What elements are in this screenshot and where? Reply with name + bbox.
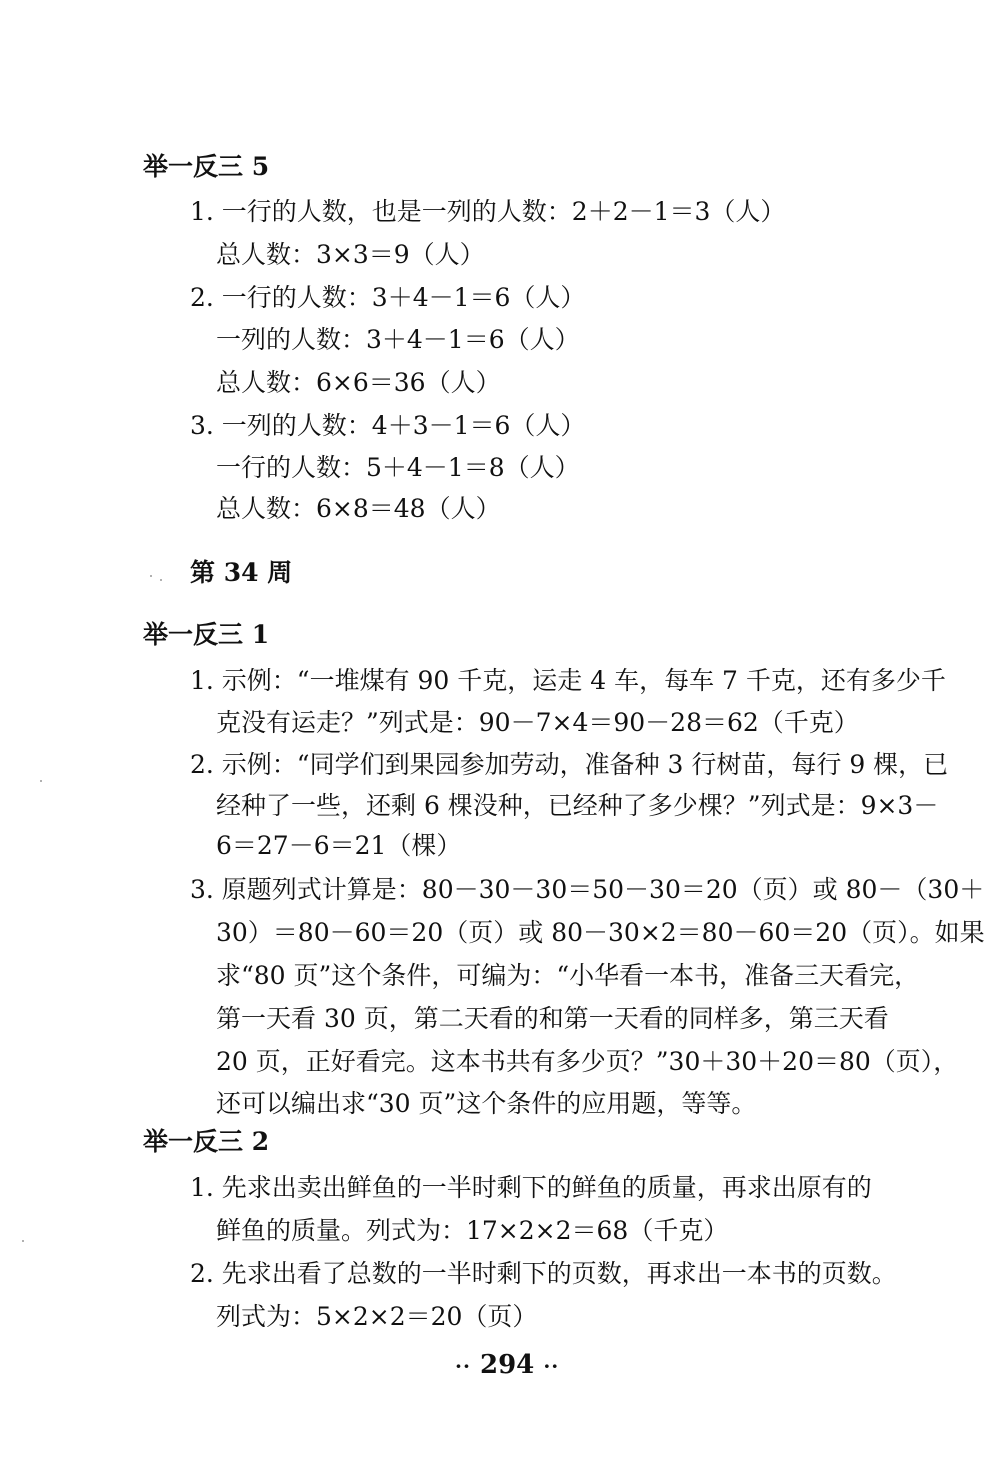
answer-line: 列式为：5×2×2＝20（页） [216,1302,538,1331]
section-heading-2: 举一反三 2 [143,1127,270,1156]
answer-line: 求“80 页”这个条件，可编为：“小华看一本书，准备三天看完， [216,961,920,990]
answer-line: 20 页，正好看完。这本书共有多少页？”30＋30＋20＝80（页）， [216,1047,959,1076]
answer-line: 经种了一些，还剩 6 棵没种，已经种了多少棵？”列式是：9×3－ [216,791,939,820]
answer-line: 2. 先求出看了总数的一半时剩下的页数，再求出一本书的页数。 [190,1259,897,1288]
page-dots-left: ·· [455,1354,471,1378]
answer-line: 总人数：6×6＝36（人） [216,368,501,397]
answer-line: 第一天看 30 页，第二天看的和第一天看的同样多，第三天看 [216,1004,889,1033]
scan-speck [160,579,162,581]
scan-speck [22,1240,24,1242]
answer-line: 克没有运走？”列式是：90－7×4＝90－28＝62（千克） [216,708,859,737]
page-number: 294 [480,1350,535,1380]
page-dots-right: ·· [543,1354,560,1378]
section-heading-1: 举一反三 1 [143,620,270,649]
answer-line: 总人数：6×8＝48（人） [216,494,501,523]
answer-line: 还可以编出求“30 页”这个条件的应用题，等等。 [216,1089,757,1118]
scan-speck [40,780,42,782]
answer-line: 6＝27－6＝21（棵） [216,831,462,860]
section-heading-5: 举一反三 5 [143,152,270,181]
answer-line: 一列的人数：3＋4－1＝6（人） [216,325,580,354]
answer-line: 3. 原题列式计算是：80－30－30＝50－30＝20（页）或 80－（30＋ [190,875,985,904]
answer-line: 2. 示例：“同学们到果园参加劳动，准备种 3 行树苗，每行 9 棵，已 [190,750,949,779]
answer-line: 1. 一行的人数，也是一列的人数：2＋2－1＝3（人） [190,197,786,226]
page-number-footer [455,1350,559,1381]
answer-line: 30）＝80－60＝20（页）或 80－30×2＝80－60＝20（页）。如果 [216,918,985,947]
answer-line: 2. 一行的人数：3＋4－1＝6（人） [190,283,586,312]
answer-line: 1. 先求出卖出鲜鱼的一半时剩下的鲜鱼的质量，再求出原有的 [190,1173,872,1202]
answer-line: 鲜鱼的质量。列式为：17×2×2＝68（千克） [216,1216,729,1245]
answer-line: 3. 一列的人数：4＋3－1＝6（人） [190,411,586,440]
scan-speck [150,575,152,577]
week-title: 第 34 周 [190,558,293,587]
answer-line: 1. 示例：“一堆煤有 90 千克，运走 4 车，每车 7 千克，还有多少千 [190,666,946,695]
answer-line: 总人数：3×3＝9（人） [216,240,485,269]
answer-line: 一行的人数：5＋4－1＝8（人） [216,453,580,482]
